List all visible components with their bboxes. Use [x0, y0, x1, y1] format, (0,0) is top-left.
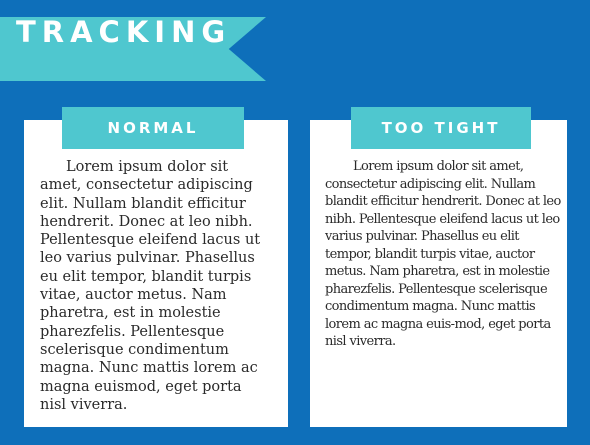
banner-title: TRACKING — [16, 15, 232, 49]
normal-body-text: Lorem ipsum dolor sit amet, consectetur adipiscing elit. Nullam blandit efficitur hendrerit. Donec at leo nibh. Pellentesque eleifend lacus ut leo varius pulvinar. Phasellus eu elit tempor, blandit turpis vitae, auctor metus. Nam pharetra, est in molestie pharezfelis. Pellentesque scelerisque condimentum magna. Nunc mattis lorem ac magna euismod, eget porta nisl viverra. — [40, 159, 261, 413]
too-tight-body-text: Lorem ipsum dolor sit amet, consectetur adipiscing elit. Nullam blandit efficitur hendrerit. Donec at leo nibh. Pellentesque eleifend lacus ut leo varius pulvinar. Phasellus eu elit tempor, blandit turpis vitae, auctor metus. Nam pharetra, est in molestie pharezfelis. Pellentesque scelerisque condimentum magna. Nunc mattis lorem ac magna euis-mod, eget porta nisl viverra. — [325, 159, 561, 349]
normal-label: NORMAL — [62, 107, 244, 149]
too-tight-label: TOO TIGHT — [351, 107, 531, 149]
